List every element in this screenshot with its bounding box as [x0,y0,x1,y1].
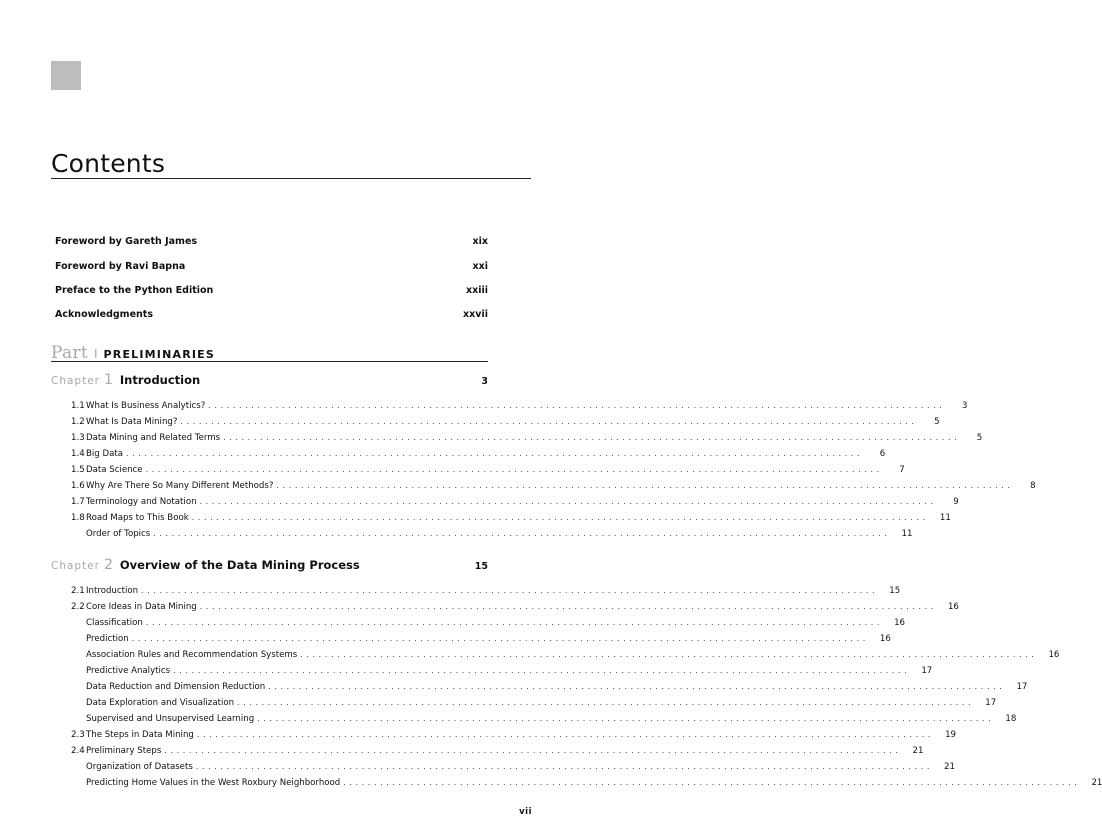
section-title: Prediction [86,634,129,644]
dot-leader: ........................................................................................................................ [180,417,918,426]
dot-leader: ........................................................................................................................ [237,698,975,707]
section-page: 21 [912,746,924,756]
dot-leader: ........................................................................................................................ [126,449,864,458]
toc-entry[interactable] [51,746,924,759]
section-title: What Is Data Mining? [86,417,178,427]
dot-leader: ........................................................................................................................ [199,497,937,506]
toc-entry[interactable] [51,650,1060,663]
section-page: 8 [1030,481,1036,491]
toc-entry[interactable] [51,433,983,446]
chapter-title: Introduction [119,373,201,387]
section-number: 2.2 [71,602,85,612]
dot-leader: ........................................................................................................................ [199,602,937,611]
section-page: 18 [1005,714,1017,724]
section-title: Association Rules and Recommendation Systems [86,650,298,660]
section-number: 1.1 [71,401,85,411]
dot-leader: ........................................................................................................................ [276,481,1014,490]
front-matter-title: Foreword by Ravi Bapna [55,261,186,272]
toc-entry[interactable] [51,698,997,711]
toc-entry[interactable] [51,481,1036,494]
section-page: 3 [961,401,968,411]
part-word: Part [51,343,88,363]
section-page: 11 [901,529,913,539]
front-matter-title: Acknowledgments [55,309,153,320]
section-number: 1.5 [71,465,85,475]
dot-leader: ........................................................................................................................ [164,746,902,755]
toc-entry[interactable] [51,417,940,430]
dot-leader: ........................................................................................................................ [257,714,995,723]
dot-leader: ........................................................................................................................ [223,433,961,442]
toc-entry[interactable] [51,401,968,414]
section-page: 5 [976,433,983,443]
section-page: 16 [894,618,906,628]
dot-leader: ........................................................................................................................ [343,778,1081,787]
section-title: Why Are There So Many Different Methods? [86,481,274,491]
section-number: 1.2 [71,417,85,427]
section-title: Supervised and Unsupervised Learning [86,714,255,724]
part-heading [51,343,215,361]
front-matter-title: Foreword by Gareth James [55,236,198,247]
front-matter-item[interactable] [55,309,488,323]
section-page: 17 [1016,682,1028,692]
section-number: 1.8 [71,513,85,523]
chapter-number: 2 [103,557,113,573]
section-title: Data Exploration and Visualization [86,698,235,708]
section-page: 7 [899,465,905,475]
dot-leader: ........................................................................................................................ [191,513,929,522]
chapter-title: Overview of the Data Mining Process [119,558,360,572]
toc-entry[interactable] [51,682,1028,695]
toc-entry[interactable] [51,634,891,647]
section-number: 1.7 [71,497,85,507]
section-page: 5 [934,417,940,427]
part-number: I [93,347,98,361]
section-page: 19 [945,730,957,740]
chapter-label: Chapter [51,560,100,572]
dot-leader: ........................................................................................................................ [173,666,911,675]
page-number: vii [519,807,532,817]
section-page: 17 [921,666,933,676]
section-title: What Is Business Analytics? [86,401,206,411]
chapter-heading[interactable] [51,372,488,390]
section-title: Predictive Analytics [86,666,171,676]
section-page: 15 [889,586,901,596]
front-matter-page: xix [472,236,488,247]
dot-leader: ........................................................................................................................ [145,465,883,474]
section-title: Road Maps to This Book [86,513,189,523]
section-title: Data Mining and Related Terms [86,433,221,443]
part-title: PRELIMINARIES [103,348,216,361]
section-page: 21 [1091,778,1102,788]
section-title: Introduction [86,586,139,596]
dot-leader: ........................................................................................................................ [145,618,884,627]
toc-entry[interactable] [51,778,1102,791]
section-page: 21 [944,762,955,772]
toc-entry[interactable] [51,714,1017,727]
section-number: 1.6 [71,481,85,491]
toc-entry[interactable] [51,449,886,462]
dot-leader: ........................................................................................................................ [195,762,933,771]
toc-entry[interactable] [51,497,959,510]
dot-leader: ........................................................................................................................ [131,634,869,643]
toc-entry[interactable] [51,762,955,775]
toc-entry[interactable] [51,666,933,679]
section-title: The Steps in Data Mining [86,730,194,740]
front-matter-page: xxi [472,261,488,272]
dot-leader: ........................................................................................................................ [196,730,935,739]
front-matter-page: xxiii [465,285,488,296]
section-page: 9 [953,497,959,507]
dot-leader: ........................................................................................................................ [153,529,891,538]
section-title: Predicting Home Values in the West Roxbury Neighborhood [86,778,341,788]
section-title: Big Data [86,449,123,459]
toc-entry[interactable] [51,529,913,542]
chapter-label: Chapter [51,375,100,387]
section-page: 17 [985,698,997,708]
front-matter-item[interactable] [55,261,488,275]
dot-leader: ........................................................................................................................ [268,682,1006,691]
section-title: Classification [86,618,143,628]
chapter-heading[interactable] [51,557,488,575]
section-page: 6 [879,449,886,459]
front-matter-page: xxvii [463,309,488,320]
section-page: 16 [879,634,891,644]
front-matter-item[interactable] [55,236,488,250]
section-title: Core Ideas in Data Mining [86,602,197,612]
part-rule [51,361,488,362]
section-title: Terminology and Notation [86,497,197,507]
toc-entry[interactable] [51,465,905,478]
section-page: 11 [939,513,951,523]
chapter-page: 3 [481,376,488,387]
section-page: 16 [1048,650,1060,660]
toc-entry[interactable] [51,730,957,743]
page-title: Contents [51,149,166,178]
title-rule [51,178,531,179]
section-number: 2.1 [71,586,85,596]
chapter-number: 1 [103,372,113,388]
section-number: 1.3 [71,433,85,443]
section-number: 2.3 [71,730,85,740]
dot-leader: ........................................................................................................................ [300,650,1038,659]
dot-leader: ........................................................................................................................ [208,401,946,410]
front-matter-title: Preface to the Python Edition [55,285,214,296]
dot-leader: ........................................................................................................................ [141,586,879,595]
front-matter-item[interactable] [55,285,488,299]
section-number: 1.4 [71,449,85,459]
toc-entry[interactable] [51,513,951,526]
toc-entry[interactable] [51,602,959,615]
section-number: 2.4 [71,746,85,756]
section-title: Order of Topics [86,529,151,539]
section-page: 16 [947,602,959,612]
toc-entry[interactable] [51,586,901,599]
section-title: Organization of Datasets [86,762,193,772]
chapter-page: 15 [474,561,488,572]
section-title: Preliminary Steps [86,746,162,756]
corner-block [51,61,81,90]
section-title: Data Reduction and Dimension Reduction [86,682,266,692]
section-title: Data Science [86,465,143,475]
toc-entry[interactable] [51,618,906,631]
